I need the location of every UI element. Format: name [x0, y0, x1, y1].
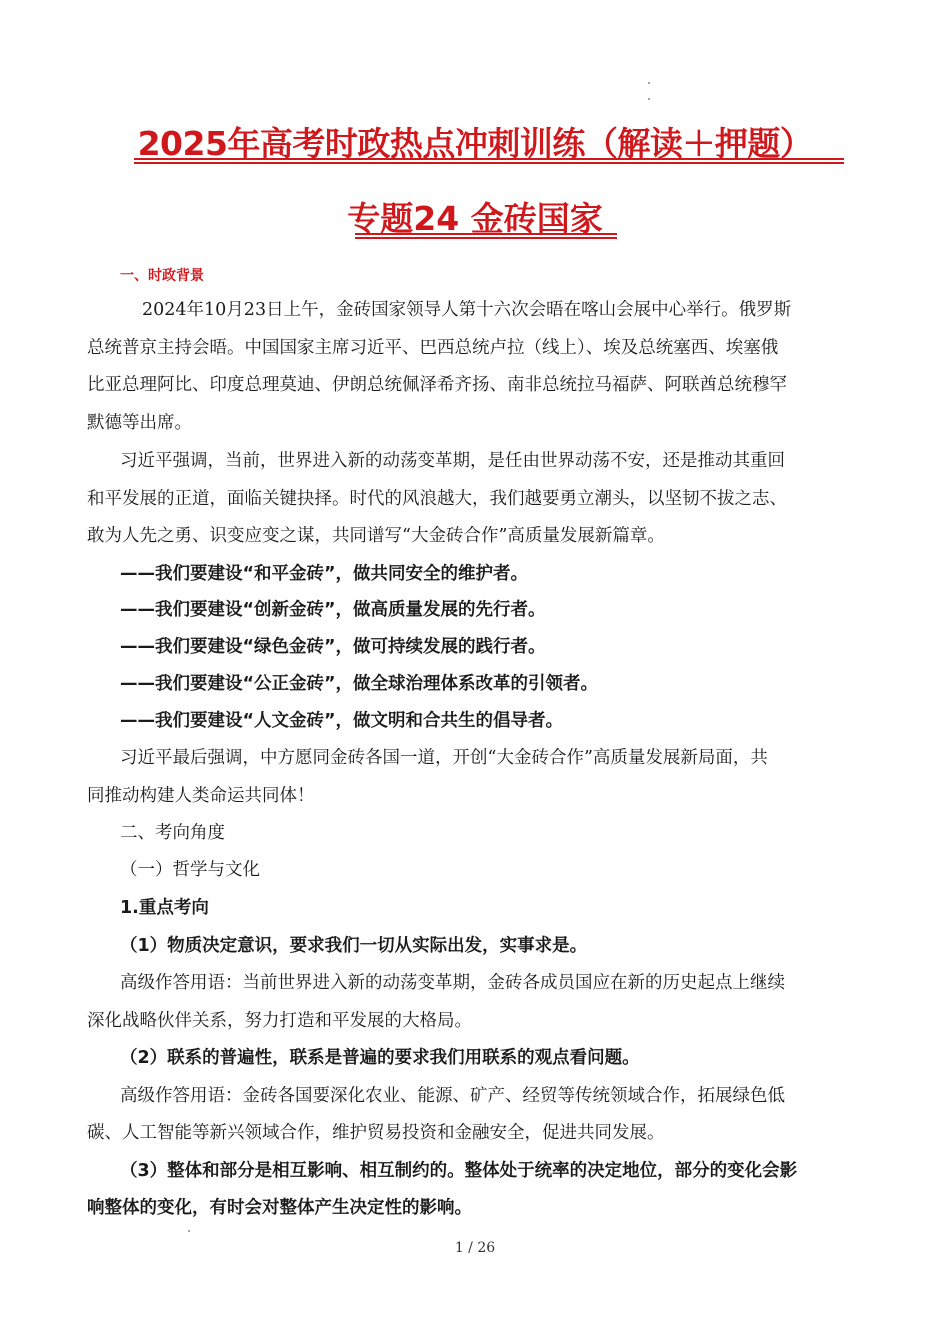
page-subtitle: 专题24 金砖国家	[347, 199, 603, 238]
subsection-heading: （一）哲学与文化	[120, 860, 260, 880]
paragraph-line: 默德等出席。	[87, 413, 192, 433]
paragraph-line: 和平发展的正道，面临关键抉择。时代的风浪越大，我们越要勇立潮头，以坚韧不拔之志、	[87, 489, 787, 509]
answer-line: 深化战略伙伴关系，努力打造和平发展的大格局。	[87, 1011, 472, 1031]
bullet-line: ——我们要建设“人文金砖”，做文明和合共生的倡导者。	[120, 711, 564, 731]
title-underline	[134, 158, 844, 164]
focus-heading: 1.重点考向	[120, 898, 209, 918]
decorative-dot	[648, 82, 650, 84]
decorative-dot	[188, 1230, 190, 1232]
answer-line: 碳、人工智能等新兴领域合作，维护贸易投资和金融安全，促进共同发展。	[87, 1123, 665, 1143]
paragraph-line: 比亚总理阿比、印度总理莫迪、伊朗总统佩泽希齐扬、南非总统拉马福萨、阿联酋总统穆罕	[87, 375, 787, 395]
paragraph-line: 同推动构建人类命运共同体！	[87, 786, 315, 806]
key-point: （2）联系的普遍性，联系是普遍的要求我们用联系的观点看问题。	[120, 1048, 640, 1068]
decorative-dot	[648, 98, 650, 100]
paragraph-line: 敢为人先之勇、识变应变之谋，共同谱写“大金砖合作”高质量发展新篇章。	[87, 526, 665, 546]
key-point: （1）物质决定意识，要求我们一切从实际出发，实事求是。	[120, 936, 588, 956]
answer-line: 高级作答用语：金砖各国要深化农业、能源、矿产、经贸等传统领域合作，拓展绿色低	[120, 1086, 785, 1106]
page-title: 2025年高考时政热点冲刺训练（解读＋押题）	[137, 124, 813, 163]
subtitle-underline	[355, 233, 617, 239]
key-point-continued: 响整体的变化，有时会对整体产生决定性的影响。	[87, 1198, 472, 1218]
bullet-line: ——我们要建设“和平金砖”，做共同安全的维护者。	[120, 564, 529, 584]
paragraph-line: 2024年10月23日上午，金砖国家领导人第十六次会晤在喀山会展中心举行。俄罗斯	[142, 300, 792, 320]
section-heading-background: 一、时政背景	[120, 268, 204, 284]
paragraph-line: 习近平最后强调，中方愿同金砖各国一道，开创“大金砖合作”高质量发展新局面，共	[120, 748, 768, 768]
paragraph-line: 总统普京主持会晤。中国国家主席习近平、巴西总统卢拉（线上）、埃及总统塞西、埃塞俄	[87, 338, 779, 358]
bullet-line: ——我们要建设“公正金砖”，做全球治理体系改革的引领者。	[120, 674, 599, 694]
bullet-line: ——我们要建设“绿色金砖”，做可持续发展的践行者。	[120, 637, 546, 657]
section-heading-angles: 二、考向角度	[120, 823, 225, 843]
answer-line: 高级作答用语：当前世界进入新的动荡变革期，金砖各成员国应在新的历史起点上继续	[120, 973, 785, 993]
bullet-line: ——我们要建设“创新金砖”，做高质量发展的先行者。	[120, 600, 546, 620]
page-number: 1 / 26	[454, 1240, 496, 1256]
key-point: （3）整体和部分是相互影响、相互制约的。整体处于统率的决定地位，部分的变化会影	[120, 1161, 798, 1181]
paragraph-line: 习近平强调，当前，世界进入新的动荡变革期，是任由世界动荡不安，还是推动其重回	[120, 451, 785, 471]
